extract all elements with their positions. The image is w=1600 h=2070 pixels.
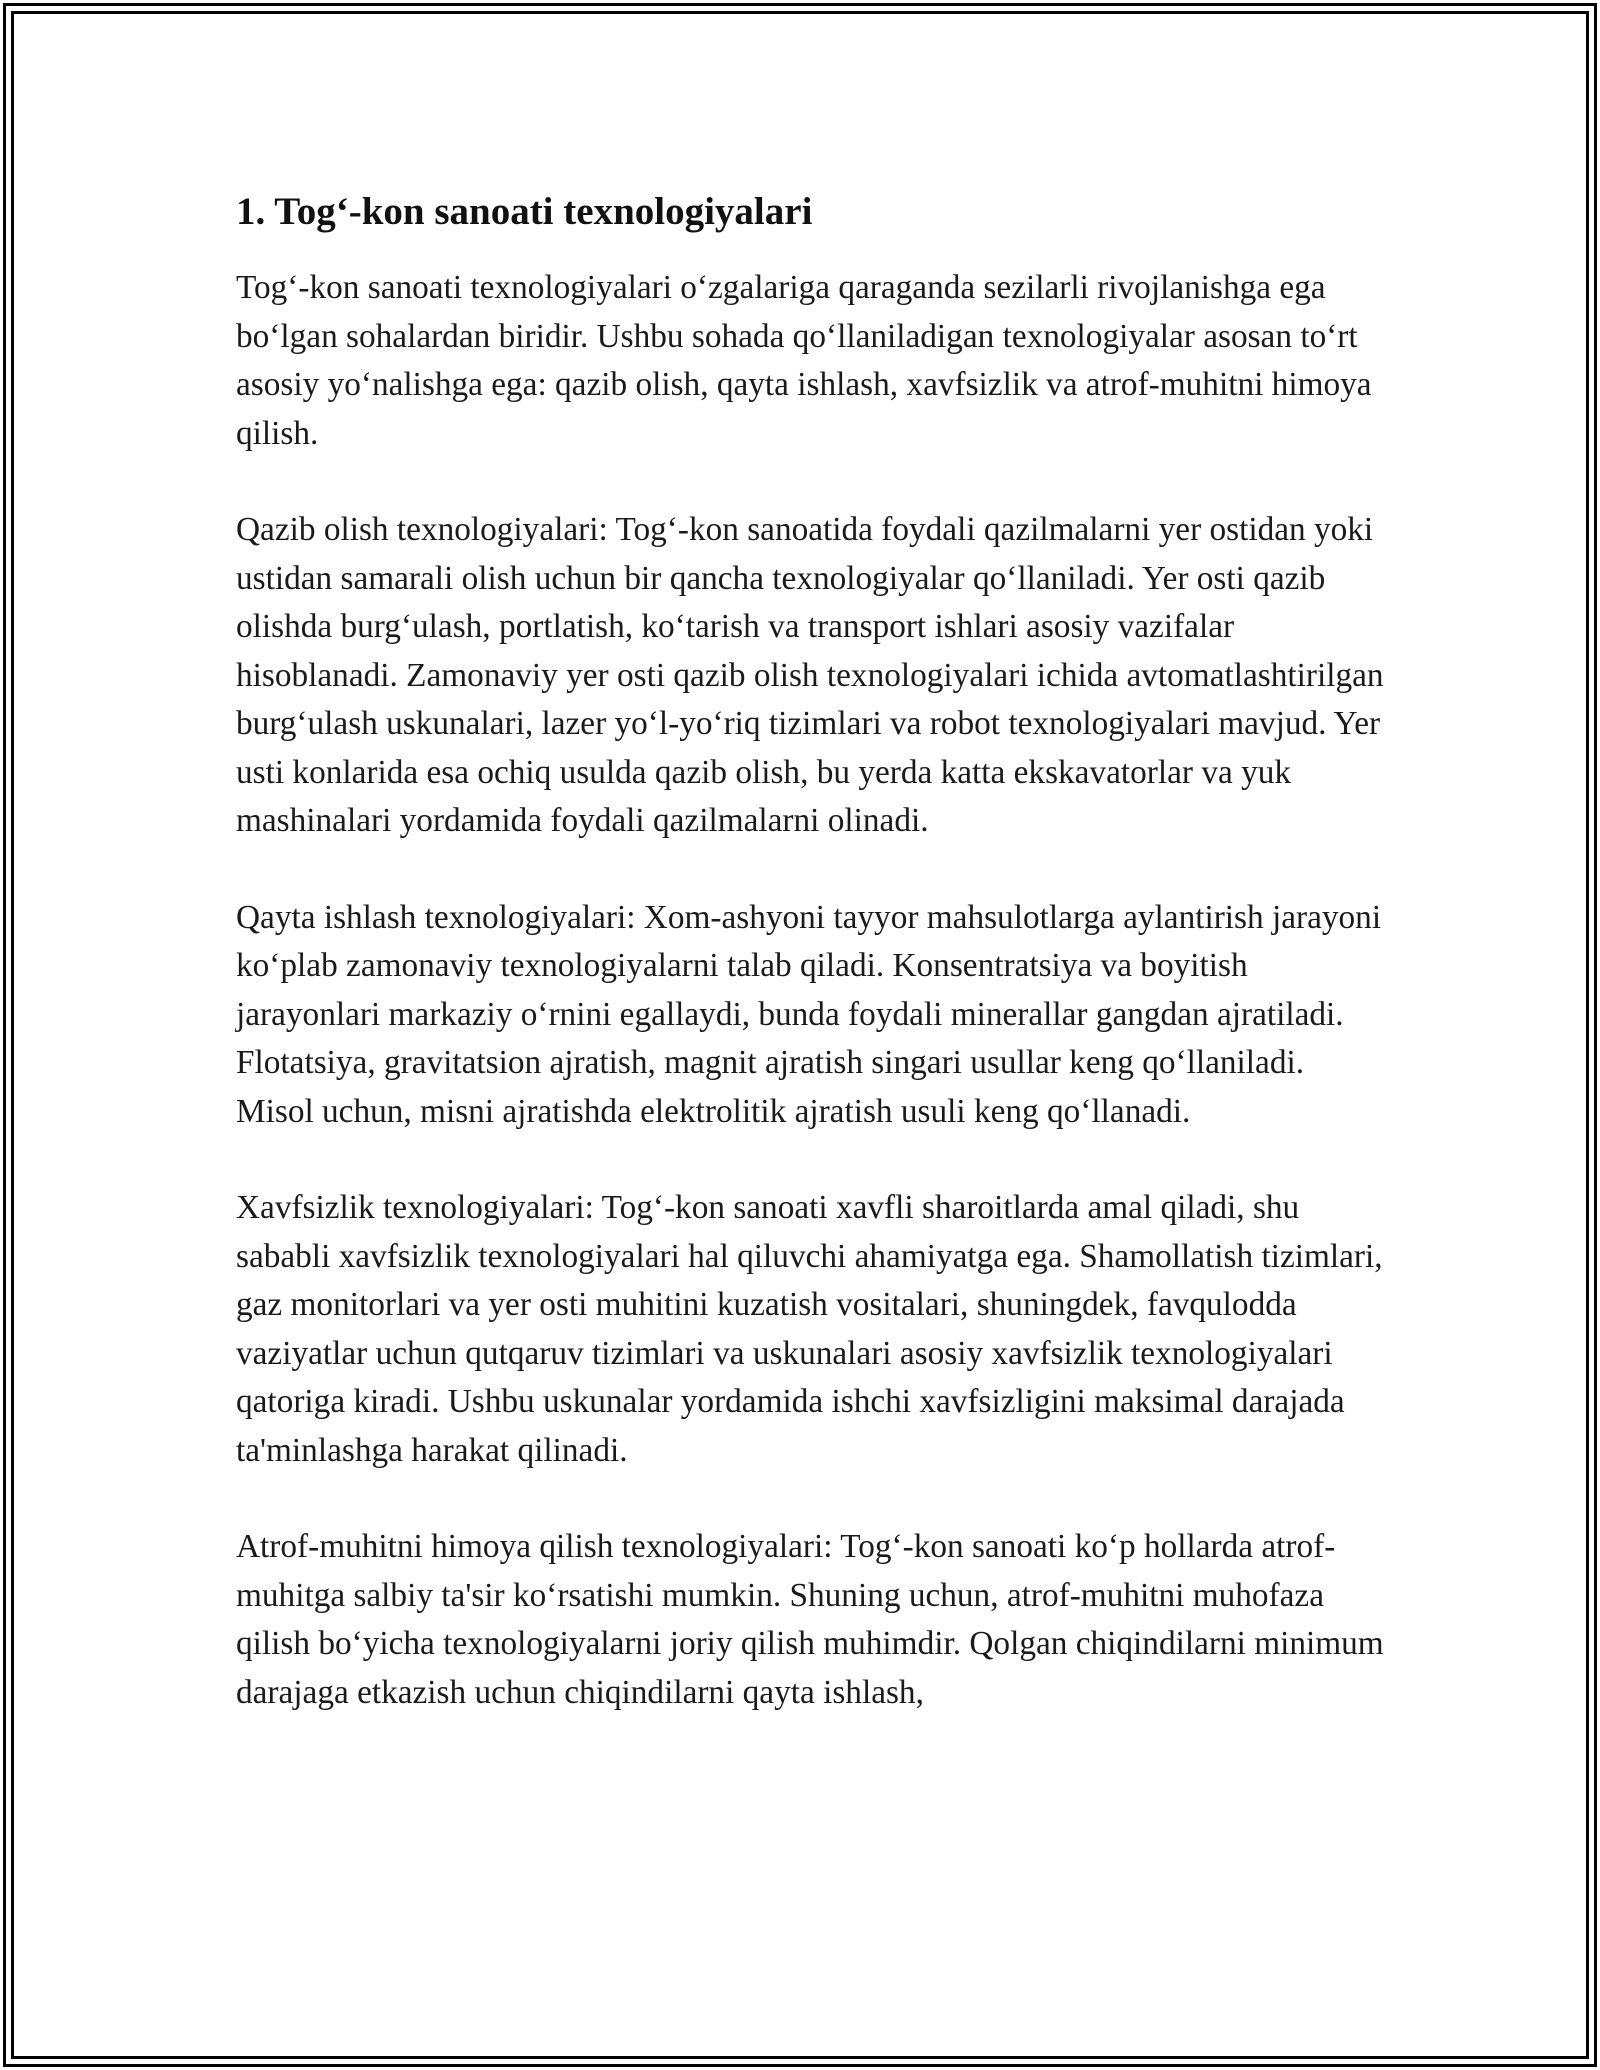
paragraph-processing: Qayta ishlash texnologiyalari: Xom-ashyoni tayyor mahsulotlarga aylantirish jarayoni ko‘plab zamonaviy texnologiyalarni talab qiladi. Konsentratsiya va boyitish jarayonlari markaziy o‘rnini egallaydi, bunda foydali minerallar gangdan ajratiladi. Flotatsiya, gravitatsion ajratish, magnit ajratish singari usullar keng qo‘llaniladi. Misol uchun, misni ajratishda elektrolitik ajratish usuli keng qo‘llanadi. <box>236 898 1382 1130</box>
document-body <box>236 188 1386 1765</box>
section-heading: 1. Tog‘-kon sanoati texnologiyalari <box>236 190 813 233</box>
paragraph-safety: Xavfsizlik texnologiyalari: Tog‘-kon sanoati xavfli sharoitlarda amal qiladi, shu sababli xavfsizlik texnologiyalari hal qiluvchi ahamiyatga ega. Shamollatish tizimlari, gaz monitorlari va yer osti muhitini kuzatish vositalari, shuningdek, favqulodda vaziyatlar uchun qutqaruv tizimlari va uskunalari asosiy xavfsizlik texnologiyalari qatoriga kiradi. Ushbu uskunalar yordamida ishchi xavfsizligini maksimal darajada ta'minlashga harakat qilinadi. <box>236 1189 1383 1469</box>
paragraph-environment: Atrof-muhitni himoya qilish texnologiyalari: Tog‘-kon sanoati ko‘p hollarda atrof-muhitga salbiy ta'sir ko‘rsatishi mumkin. Shuning uchun, atrof-muhitni muhofaza qilish bo‘yicha texnologiyalarni joriy qilish muhimdir. Qolgan chiqindilarni minimum darajaga etkazish uchun chiqindilarni qayta ishlash, <box>236 1528 1384 1711</box>
paragraph-intro: Tog‘-kon sanoati texnologiyalari o‘zgalariga qaraganda sezilarli rivojlanishga ega bo‘lgan sohalardan biridir. Ushbu sohada qo‘llaniladigan texnologiyalar asosan to‘rt asosiy yo‘nalishga ega: qazib olish, qayta ishlash, xavfsizlik va atrof-muhitni himoya qilish. <box>236 269 1372 452</box>
paragraph-extraction: Qazib olish texnologiyalari: Tog‘-kon sanoatida foydali qazilmalarni yer ostidan yoki ustidan samarali olish uchun bir qancha texnologiyalar qo‘llaniladi. Yer osti qazib olishda burg‘ulash, portlatish, ko‘tarish va transport ishlari asosiy vazifalar hisoblanadi. Zamonaviy yer osti qazib olish texnologiyalari ichida avtomatlashtirilgan burg‘ulash uskunalari, lazer yo‘l-yo‘riq tizimlari va robot texnologiyalari mavjud. Yer usti konlarida esa ochiq usulda qazib olish, bu yerda katta ekskavatorlar va yuk mashinalari yordamida foydali qazilmalarni olinadi. <box>236 511 1384 839</box>
